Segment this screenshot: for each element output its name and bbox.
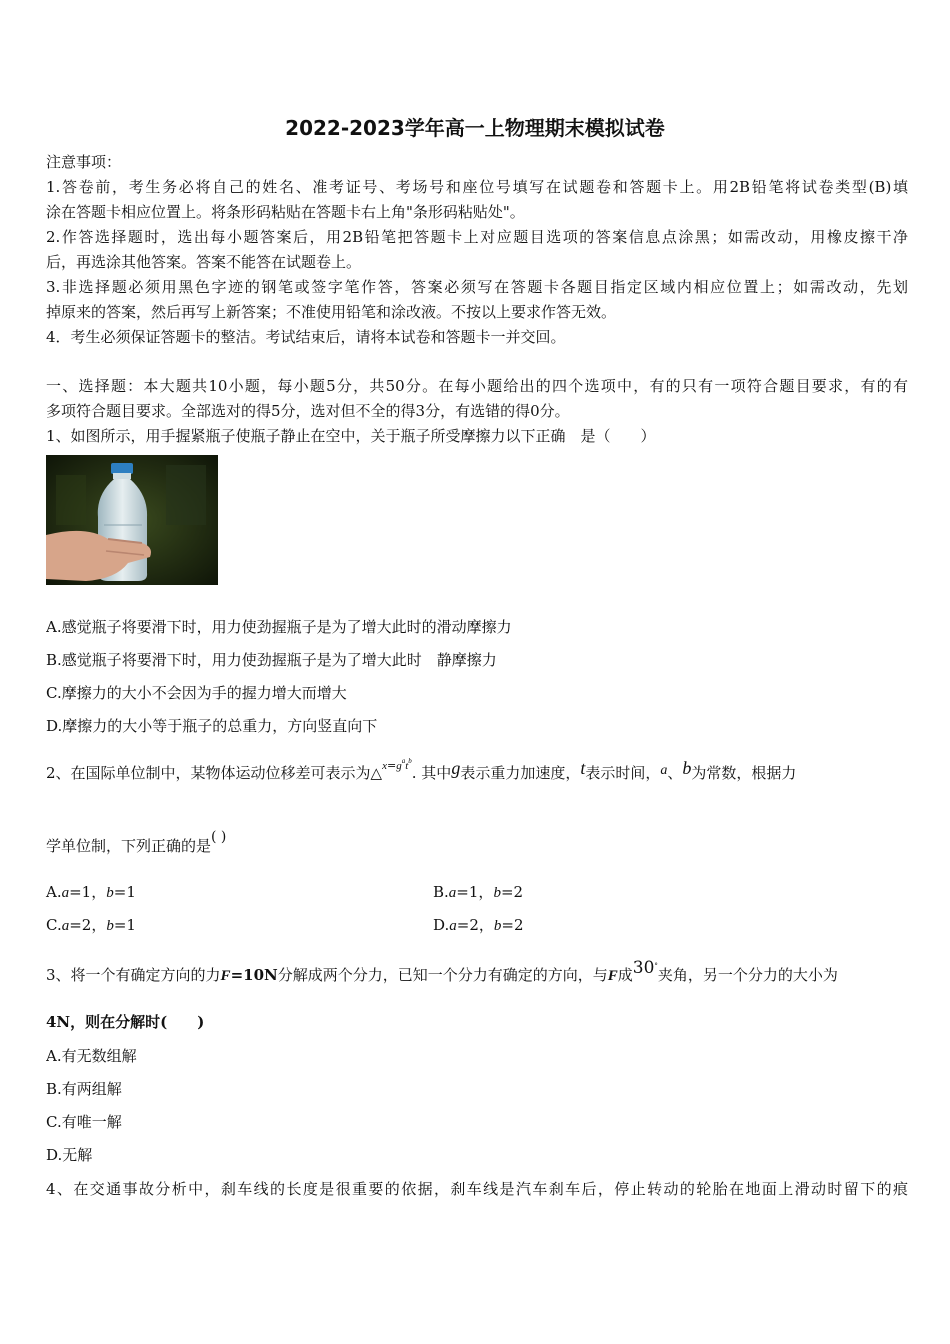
page-title: 2022-2023学年高一上物理期末模拟试卷 (285, 116, 665, 140)
symbol-force: F (220, 968, 231, 984)
question-1-option-b: B.感觉瓶子将要滑下时，用力使劲握瓶子是为了增大此时 静摩擦力 (46, 651, 497, 669)
question-2-option-c: C.a=2，b=1 (46, 916, 136, 934)
question-2-text: 表示时间， (585, 764, 661, 782)
question-3-text: 成 (617, 966, 633, 984)
symbol-t: t (580, 758, 586, 778)
hand-holding-bottle-image (46, 455, 218, 585)
question-2-text: 、 (667, 764, 683, 782)
question-2-stem-line-2 (46, 829, 908, 857)
question-1-option-c: C.摩擦力的大小不会因为手的握力增大而增大 (46, 684, 347, 702)
notice-line: 3.非选择题必须用黑色字迹的钢笔或签字笔作答，答案必须写在答题卡各题目指定区域内相应位置上；如需改动，先划 (46, 278, 908, 296)
notice-line: 1.答卷前，考生务必将自己的姓名、准考证号、考场号和座位号填写在试题卷和答题卡上。用2B铅笔将试卷类型(B)填 (46, 178, 908, 196)
notice-line: 2.作答选择题时，选出每小题答案后，用2B铅笔把答题卡上对应题目选项的答案信息点涂黑；如需改动，用橡皮擦干净 (46, 228, 908, 246)
answer-paren: ( ) (211, 829, 227, 845)
question-3-stem-line-2: 4N，则在分解时( ) (46, 1013, 205, 1031)
question-4-stem: 4、在交通事故分析中，刹车线的长度是很重要的依据，刹车线是汽车刹车后，停止转动的轮胎在地面上滑动时留下的痕 (46, 1180, 908, 1198)
question-3-option-d: D.无解 (46, 1146, 93, 1164)
symbol-a: a (660, 763, 668, 778)
notice-line: 4．考生必须保证答题卡的整洁。考试结束后，请将本试卷和答题卡一并交回。 (46, 328, 566, 346)
question-2-option-d: D.a=2，b=2 (433, 916, 524, 934)
question-3-stem (46, 958, 908, 986)
question-1-option-a: A.感觉瓶子将要滑下时，用力使劲握瓶子是为了增大此时的滑动摩擦力 (46, 618, 512, 636)
question-3-option-b: B.有两组解 (46, 1080, 122, 1098)
question-1-stem: 1、如图所示，用手握紧瓶子使瓶子静止在空中，关于瓶子所受摩擦力以下正确 是（ ） (46, 427, 656, 445)
question-2-text: 学单位制，下列正确的是 (46, 837, 212, 855)
question-2-formula: $x=g^at^b$ (382, 757, 412, 772)
question-3-option-a: A.有无数组解 (46, 1047, 137, 1065)
question-2-text: 为常数，根据力 (691, 764, 797, 782)
symbol-force: F (607, 968, 618, 984)
angle-value: 30 (632, 958, 655, 978)
symbol-b: b (682, 758, 692, 778)
question-3-option-c: C.有唯一解 (46, 1113, 122, 1131)
notice-heading: 注意事项： (46, 153, 122, 171)
question-2-text: 2、在国际单位制中，某物体运动位移差可表示为△ (46, 764, 383, 782)
notice-line: 掉原来的答案，然后再写上新答案；不准使用铅笔和涂改液。不按以上要求作答无效。 (46, 303, 617, 321)
question-2-text: 表示重力加速度， (460, 764, 581, 782)
degree-symbol: ° (654, 962, 658, 970)
question-1-option-d: D.摩擦力的大小等于瓶子的总重力，方向竖直向下 (46, 717, 378, 735)
notice-line: 后，再选涂其他答案。答案不能答在试题卷上。 (46, 253, 362, 271)
symbol-g: g (451, 758, 461, 778)
section-instructions: 多项符合题目要求。全部选对的得5分，选对但不全的得3分，有选错的得0分。 (46, 402, 570, 420)
question-3-text: 夹角，另一个分力的大小为 (657, 966, 838, 984)
notice-line: 涂在答题卡相应位置上。将条形码粘贴在答题卡右上角"条形码粘贴处"。 (46, 203, 525, 221)
question-2-text: . 其中 (411, 764, 452, 782)
question-3-text: 分解成两个分力，已知一个分力有确定的方向，与 (277, 966, 608, 984)
section-instructions: 一、选择题：本大题共10小题，每小题5分，共50分。在每小题给出的四个选项中，有的只有一项符合题目要求，有的有 (46, 377, 908, 395)
force-value: =10N (230, 966, 278, 984)
question-2-option-a: A.a=1，b=1 (46, 883, 136, 901)
question-2-option-b: B.a=1，b=2 (433, 883, 524, 901)
question-3-text: 3、将一个有确定方向的力 (46, 966, 221, 984)
question-2-stem (46, 757, 908, 785)
